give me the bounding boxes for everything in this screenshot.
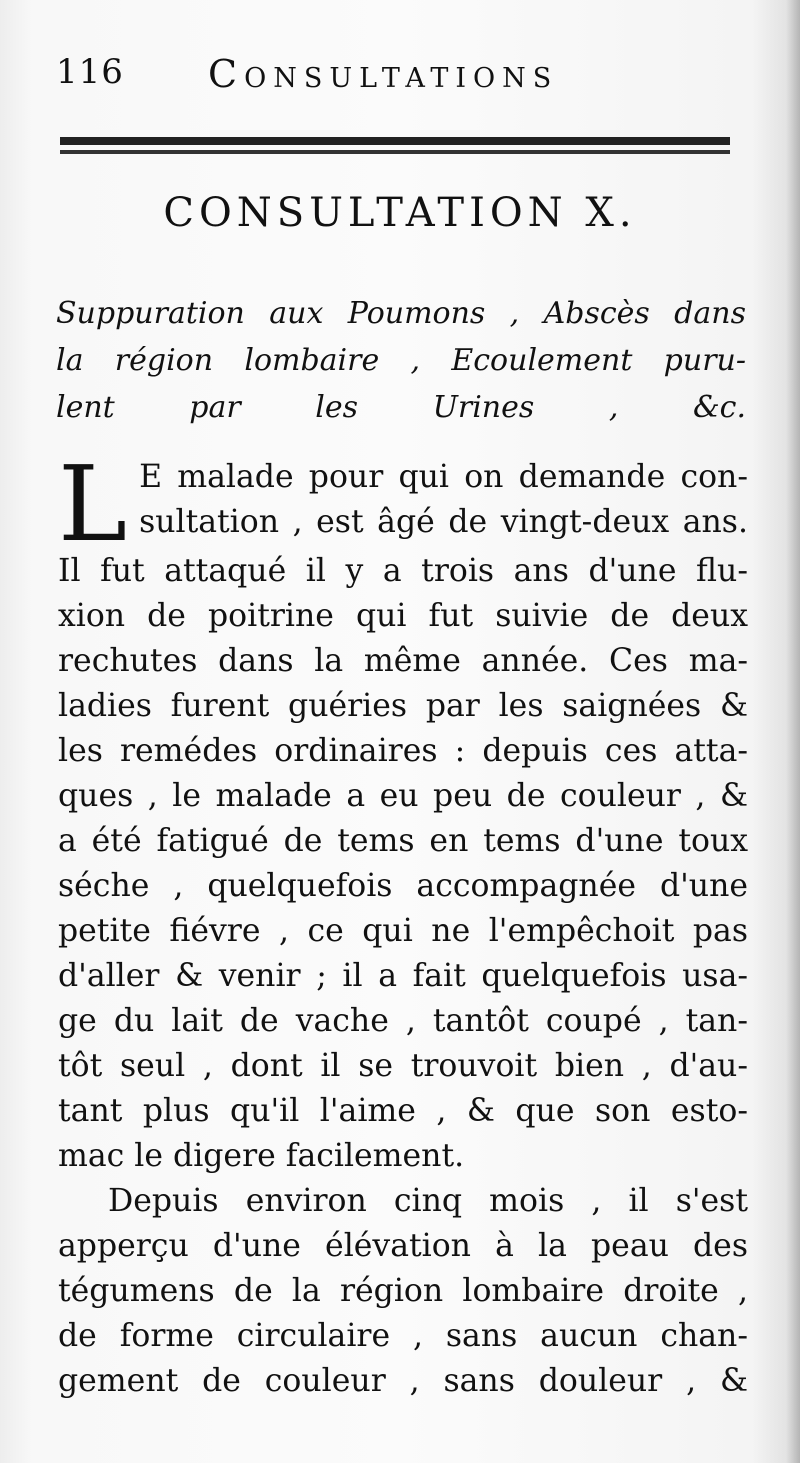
text-line: E malade pour qui on demande con-	[139, 459, 748, 495]
text-line: gement de couleur , sans douleur , &	[58, 1363, 748, 1399]
text-line: apperçu d'une élévation à la peau des	[58, 1228, 748, 1264]
text-line: sultation , est âgé de vingt-deux ans.	[139, 504, 748, 540]
text-line: rechutes dans la même année. Ces ma-	[58, 643, 748, 679]
text-line: xion de poitrine qui fut suivie de deux	[58, 598, 748, 634]
page-edge-shadow	[786, 0, 800, 1463]
text-line: séche , quelquefois accompagnée d'une	[58, 868, 748, 904]
text-line: tégumens de la région lombaire droite ,	[58, 1273, 748, 1309]
text-line: Il fut attaqué il y a trois ans d'une flu-	[58, 553, 748, 589]
section-title: CONSULTATION X.	[163, 190, 637, 236]
paragraph-1-opening	[58, 455, 748, 549]
text-line: les remédes ordinaires : depuis ces atta-	[58, 733, 748, 769]
text-line: ge du lait de vache , tantôt coupé , tan-	[58, 1003, 748, 1039]
subtitle-line: lent par les Urines , &c.	[56, 390, 746, 425]
text-line: d'aller & venir ; il a fait quelquefois usa-	[58, 958, 748, 994]
text-line: mac le digere facilement.	[58, 1138, 465, 1174]
drop-cap: L	[58, 455, 128, 549]
page-number: 116	[56, 52, 124, 92]
subtitle-line: la région lombaire , Ecoulement puru-	[56, 343, 746, 378]
text-line: ques , le malade a eu peu de couleur , &	[58, 778, 748, 814]
subtitle-line: Suppuration aux Poumons , Abscès dans	[56, 296, 746, 331]
text-line: Depuis environ cinq mois , il s'est	[108, 1183, 748, 1219]
text-line: petite fiévre , ce qui ne l'empêchoit pas	[58, 913, 748, 949]
section-subtitle	[56, 290, 746, 431]
body-text	[58, 455, 748, 1404]
text-line: ladies furent guéries par les saignées &	[58, 688, 748, 724]
header-rule-thin	[60, 150, 730, 154]
header-rule	[60, 137, 730, 145]
running-head: Consultations	[208, 52, 559, 96]
text-line: tôt seul , dont il se trouvoit bien , d'au-	[58, 1048, 748, 1084]
text-line: de forme circulaire , sans aucun chan-	[58, 1318, 748, 1354]
page-header	[56, 48, 756, 108]
text-line: tant plus qu'il l'aime , & que son esto-	[58, 1093, 748, 1129]
text-line: a été fatigué de tems en tems d'une toux	[58, 823, 748, 859]
